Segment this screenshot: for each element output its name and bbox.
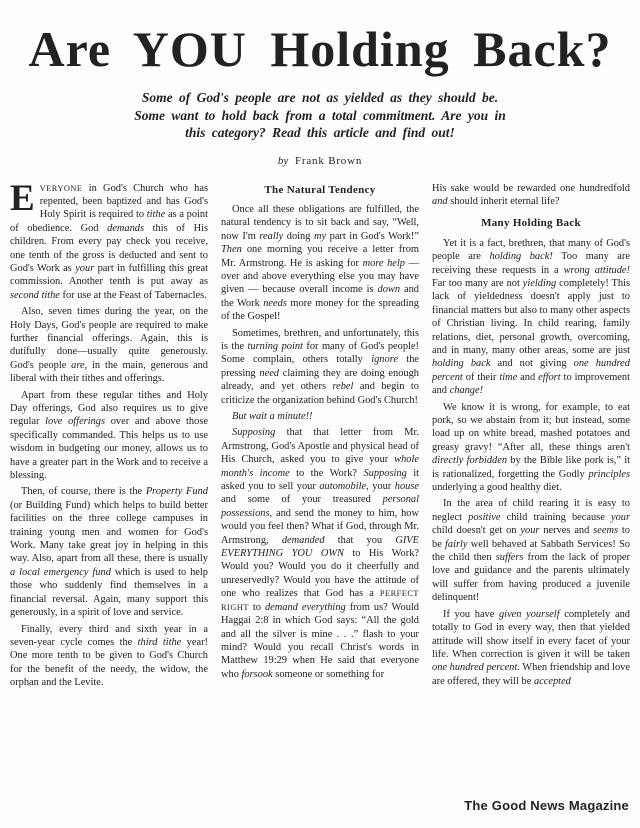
- emphasized-text: second tithe: [10, 289, 60, 301]
- body-text: Far too many are not: [432, 277, 523, 289]
- body-text: by the Bible like pork is,” it is rationalized, forgetting the Godly: [432, 455, 630, 480]
- body-text: from us? Would Haggai 2:8 in which God says: “All the gold and all the silver is mine . . .” flash to your mind? Would you recall Christ's words in Matthew 19:29 when He said that everyone who: [221, 601, 419, 680]
- body-text: it asked you to sell your: [221, 467, 419, 493]
- emphasized-text: fairly: [445, 538, 468, 550]
- emphasized-text: accepted: [533, 675, 571, 687]
- emphasized-text: your: [75, 262, 95, 274]
- emphasized-text: Supposing: [232, 427, 276, 439]
- body-text: for use at the Feast of Tabernacles.: [59, 289, 207, 301]
- body-text: Yet it is a fact, brethren, that many of God's people are: [432, 237, 630, 263]
- paragraph: [221, 327, 419, 407]
- emphasized-text: my: [313, 230, 327, 242]
- body-text: year! One more tenth to be given to God's Church for the benefit of the needy, the widow, the orphan and the Levite.: [10, 636, 209, 689]
- emphasized-text: third tithe: [137, 636, 182, 648]
- paragraph: [432, 608, 630, 688]
- emphasized-text: But wait a minute!!: [232, 411, 313, 422]
- emphasized-text: time: [499, 371, 518, 383]
- column-left: [10, 177, 209, 693]
- body-text: which is used to help those who suddenly find themselves in a financial reversal. Again, many support this generously, in a spirit of love and service.: [10, 566, 208, 619]
- emphasized-text: your: [610, 511, 630, 523]
- emphasized-text: need: [259, 367, 280, 379]
- article-body: [9, 177, 631, 693]
- body-text: claiming they are doing enough already, and yet others: [221, 367, 419, 393]
- emphasized-text: holding back!: [489, 251, 553, 263]
- emphasized-text: tithe: [146, 209, 166, 221]
- body-text: . When friendship and love are offered, they will be: [432, 662, 630, 687]
- body-text: more money for the spreading of the Gospel!: [221, 297, 419, 323]
- emphasized-text: are: [71, 359, 85, 371]
- paragraph: [10, 177, 209, 303]
- emphasized-text: whole month's income: [221, 454, 419, 479]
- body-text: Finally, every third and sixth year in a seven-year cycle comes the: [10, 623, 208, 648]
- paragraph: [432, 237, 630, 398]
- paragraph: [10, 389, 208, 483]
- body-text: Too many are receiving these requests in a: [432, 251, 630, 276]
- body-text: , your: [366, 481, 395, 493]
- column-middle: [221, 182, 419, 693]
- body-text: Then, of course, there is the: [21, 486, 146, 498]
- article-deck: [9, 89, 631, 142]
- body-text: one morning you receive a letter from Mr. Armstrong. He is asking for: [221, 244, 419, 269]
- body-text: to His Work? Would you? Would you do it cheerfully and unreservedly? Would you have the attitude of one who realizes that God has a: [221, 548, 420, 600]
- drop-cap: E: [10, 177, 35, 219]
- body-text: completely and totally to God in every way, then that yielded attitude will show itself in every facet of your life. When correction is given it will be taken: [432, 608, 630, 660]
- body-text: the pressing: [221, 354, 419, 379]
- body-text: underlying a good healthy diet.: [432, 482, 562, 494]
- body-text: doing: [283, 230, 314, 242]
- body-text: (or Building Fund) which helps to build better facilities on the three college campuses in training young men and women for God's Work. Many take great joy in helping in this way. Also, apart from all these, there is usually: [10, 499, 208, 565]
- body-text: In the area of child rearing it is easy to neglect: [432, 498, 630, 523]
- body-text: that you: [324, 534, 396, 546]
- emphasized-text: and: [432, 195, 448, 207]
- paragraph: [10, 485, 208, 619]
- body-text: His sake would be rewarded one hundredfold: [432, 182, 630, 194]
- paragraph: [432, 401, 630, 495]
- body-text: If you have: [443, 608, 499, 620]
- emphasized-text: holding back: [432, 358, 491, 370]
- paragraph: [432, 497, 630, 604]
- body-text: nerves and: [539, 525, 594, 537]
- paragraph: [10, 623, 208, 690]
- emphasized-text: house: [394, 481, 419, 493]
- body-text: as a point of obedience. God: [10, 209, 209, 234]
- emphasized-text: personal possessions: [221, 494, 419, 519]
- body-text: , and send the money to him, how would you feel then? What if God, through Mr. Armstrong,: [221, 507, 419, 546]
- emphasized-text: really: [259, 230, 284, 242]
- emphasized-text: automobile: [319, 481, 367, 493]
- body-text: of their: [462, 371, 500, 383]
- paragraph: [221, 426, 419, 681]
- paragraph: [432, 182, 630, 209]
- emphasized-text: suffers: [495, 552, 524, 564]
- emphasized-text: positive: [468, 511, 501, 523]
- body-text: to improvement and: [432, 371, 630, 397]
- emphasized-text: your: [520, 525, 540, 537]
- body-text: , in the main, generous and liberal with their tithes and offerings.: [10, 359, 208, 385]
- byline: [9, 155, 631, 167]
- body-text: from the lack of proper love and guidance and the parents ultimately will suffer from having produced a juvenile delinquent!: [432, 552, 630, 604]
- body-text: someone or something for: [272, 668, 385, 680]
- body-text: Once all these obligations are fulfilled, the natural tendency is to sit back and say, “Well, now I'm: [221, 203, 419, 242]
- emphasized-text: one hundred percent: [432, 358, 630, 383]
- emphasized-text: needs: [263, 297, 287, 309]
- emphasized-text: effort: [538, 371, 561, 383]
- body-text: — over and above everything else you may have given — because overall income is: [221, 257, 419, 296]
- emphasized-text: turning point: [247, 340, 303, 352]
- emphasized-text: ignore: [371, 354, 398, 366]
- emphasized-text: VERYONE: [39, 183, 83, 193]
- emphasized-text: love offerings: [45, 416, 106, 428]
- emphasized-text: given yourself: [498, 608, 560, 620]
- emphasized-text: change!: [449, 385, 484, 397]
- deck-line: Some of God's people are not as yielded as they should be.: [141, 90, 499, 105]
- magazine-name-footer: The Good News Magazine: [464, 798, 629, 813]
- body-text: should inherit eternal life?: [447, 195, 560, 207]
- body-text: We know it is wrong, for example, to eat pork, so we abstain from it; but instead, some load up on white bread, mashed potatoes and greasy gravy! “After all, these things aren't: [432, 401, 630, 453]
- body-text: and: [517, 371, 539, 383]
- body-text: for many of God's people! Some complain, others totally: [221, 340, 419, 366]
- body-text: over and above those specifically commanded. This helps us to use wisdom in budgeting our money, allows us to have a greater part in the Work and to receive a blessing.: [10, 416, 208, 482]
- body-text: child doesn't get on: [432, 525, 521, 537]
- emphasized-text: Property Fund: [145, 486, 208, 498]
- deck-line: Some want to hold back from a total commitment. Are you in: [134, 107, 506, 123]
- emphasized-text: a local emergency fund: [10, 566, 111, 578]
- emphasized-text: down: [377, 284, 401, 296]
- body-text: to: [248, 601, 265, 613]
- body-text: Also, seven times during the year, on the Holy Days, God's people are required to make further financial offerings. Again, this is dutifully done—usually quite generously. God's people: [10, 306, 208, 371]
- byline-author: Frank Brown: [294, 154, 363, 167]
- emphasized-text: more help: [362, 257, 406, 269]
- deck-line: this category? Read this article and find out!: [185, 125, 455, 140]
- emphasized-text: demands: [107, 222, 145, 234]
- emphasized-text: demand everything: [264, 601, 346, 613]
- section-heading: Many Holding Back: [481, 217, 581, 230]
- emphasized-text: principles: [588, 468, 630, 480]
- emphasized-text: PERFECT RIGHT: [221, 589, 419, 612]
- body-text: well behaved at Sabbath Services! So the child then: [432, 538, 630, 564]
- emphasized-text: yielding: [522, 277, 557, 289]
- emphasized-text: Supposing: [363, 467, 407, 479]
- emphasized-text: forsook: [241, 668, 273, 680]
- body-text: this of His children. From every pay check you receive, one tenth of the gross is deducted and sent to God's Work as: [10, 222, 208, 274]
- byline-prefix: by: [277, 154, 289, 167]
- article-title: Are YOU Holding Back?: [28, 21, 612, 77]
- emphasized-text: rebel: [332, 381, 354, 393]
- paragraph: [221, 410, 419, 423]
- body-text: to be: [432, 525, 630, 550]
- body-text: to the Work?: [289, 467, 364, 479]
- emphasized-text: GIVE EVERYTHING YOU OWN: [221, 534, 419, 560]
- paragraph: [10, 305, 208, 385]
- body-text: part in fulfilling this great commission. Another tenth is put away as: [10, 262, 208, 288]
- emphasized-text: Then: [221, 244, 242, 256]
- body-text: and begin to criticize the organization behind God's Church!: [221, 381, 419, 406]
- body-text: and some of your treasured: [221, 494, 383, 506]
- body-text: completely! This lack of yieldedness doesn't apply just to financial matters but also to many other aspects of Christian living. In child rearing, family relations, diet, personal growth, overcoming, and in many, many other areas, some are just: [432, 277, 630, 356]
- paragraph: [221, 203, 419, 324]
- body-text: child training because: [500, 511, 611, 523]
- body-text: that that letter from Mr. Armstrong, God's Apostle and physical head of His Church, asked you to give your: [221, 427, 419, 466]
- body-text: and the Work: [221, 284, 419, 309]
- emphasized-text: one hundred percent: [432, 662, 518, 674]
- section-heading: The Natural Tendency: [264, 183, 376, 196]
- emphasized-text: wrong attitude!: [563, 264, 630, 276]
- body-text: Apart from these regular tithes and Holy Day offerings, God also requires us to give regular: [10, 389, 208, 428]
- emphasized-text: directly forbidden: [432, 455, 508, 467]
- column-right: [432, 182, 630, 693]
- body-text: part in God's Work!”: [326, 230, 419, 242]
- body-text: in God's Church who has repented, been baptized and has God's Holy Spirit is required to: [39, 182, 208, 221]
- body-text: Sometimes, brethren, and unfortunately, this is the: [221, 327, 419, 352]
- emphasized-text: demanded: [281, 534, 325, 546]
- body-text: and not giving: [490, 358, 574, 370]
- emphasized-text: seems: [593, 525, 619, 537]
